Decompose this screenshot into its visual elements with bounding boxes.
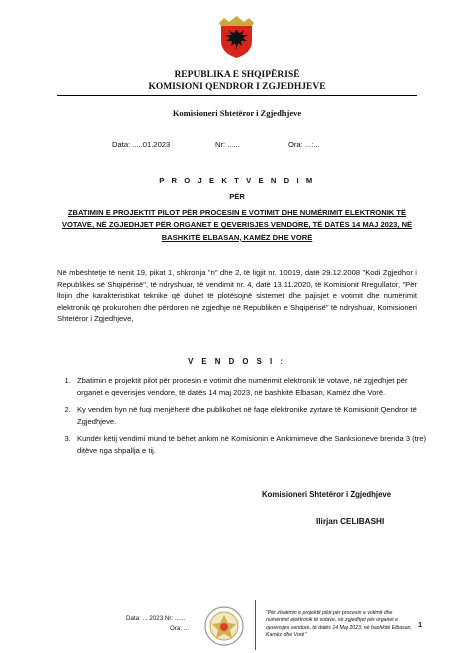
kqz-seal-icon [203, 605, 245, 647]
date-field: Data: .....01.2023 [112, 140, 171, 149]
page-number: 1 [418, 620, 423, 629]
commission-heading: KOMISIONI QENDROR I ZGJEDHJEVE [148, 82, 326, 92]
signature-role: Komisioneri Shtetëror i Zgjedhjeve [262, 490, 392, 499]
decision-points-list [57, 375, 433, 463]
footer-date-number: Data: ... 2023 Nr: ...... [126, 615, 186, 622]
per-label: PËR [229, 192, 245, 201]
footer-divider [255, 600, 256, 650]
albania-coat-of-arms-icon [211, 14, 262, 59]
decision-heading: V E N D O S I : [188, 357, 286, 366]
header-divider [57, 95, 417, 96]
document-title: P R O J E K T V E N D I M [159, 176, 315, 185]
number-field: Nr: ...... [215, 140, 240, 149]
preamble-paragraph: Në mbështetje të nenit 19, pikat 1, shkronja "n" dhe 2, të ligjit nr. 10019, datë 29.12.2008 "Kodi Zgjedhor i Republikës së Shqipërisë", të ndryshuar, të vendimit nr. 4, datë 13.11.2020, të Komisionit Rregullator, "Për llojin dhe karakteristikat teknike që duhet të plotësojnë sistemet dhe pajisjet e votimit dhe numërimit elektronik që prokurohen dhe përdoren në zgjedhje në Republikën e Shqipërisë" të ndryshuar, Komisioneri Shtetëror i Zgjedhjeve, [57, 268, 417, 324]
decision-point: 2. Ky vendim hyn në fuqi menjëherë dhe publikohet në faqe elektronike zyrtare të Komisionit Qendror të Zgjedhjeve. [73, 404, 433, 427]
footer-time: Ora: ... [170, 625, 189, 632]
time-field: Ora: ...:... [288, 140, 320, 149]
signature-name: Ilirjan CELIBASHI [316, 517, 385, 526]
footer-meta [126, 614, 189, 634]
commissioner-heading: Komisioneri Shtetëror i Zgjedhjeve [172, 108, 302, 118]
footer-reference: "Për zbatimin e projektit pilot për procesin e votimit dhe numërimit elektronik të votave, në zgjedhjet për organet e qeverisjes vendore, të datës 14 Maj 2023, në bashkitë Elbasan, Kamëz dhe Vorë" [266, 610, 412, 639]
decision-point: 3. Kundër këtij vendimi mund të bëhet ankim në Komisionin e Ankimimeve dhe Sanksioneve brenda 3 (tre) ditëve nga shpallja e tij. [73, 433, 433, 456]
republic-heading: REPUBLIKA E SHQIPËRISË [174, 70, 300, 80]
decision-point: 1. Zbatimin e projektit pilot për procesin e votimit dhe numërimit elektronik të votave, në zgjedhjet për organet e qeverisjes vendore, të datës 14 maj 2023, në bashkitë Elbasan, Kamëz dhe Vorë. [73, 375, 433, 398]
document-subject: ZBATIMIN E PROJEKTIT PILOT PËR PROCESIN E VOTIMIT DHE NUMËRIMIT ELEKTRONIK TË VOTAVE, NË ZGJEDHJET PËR ORGANET E QEVERISJES VENDORE, TË DATËS 14 MAJ 2023, NË BASHKITË ELBASAN, KAMËZ DHE VORË [61, 208, 413, 242]
